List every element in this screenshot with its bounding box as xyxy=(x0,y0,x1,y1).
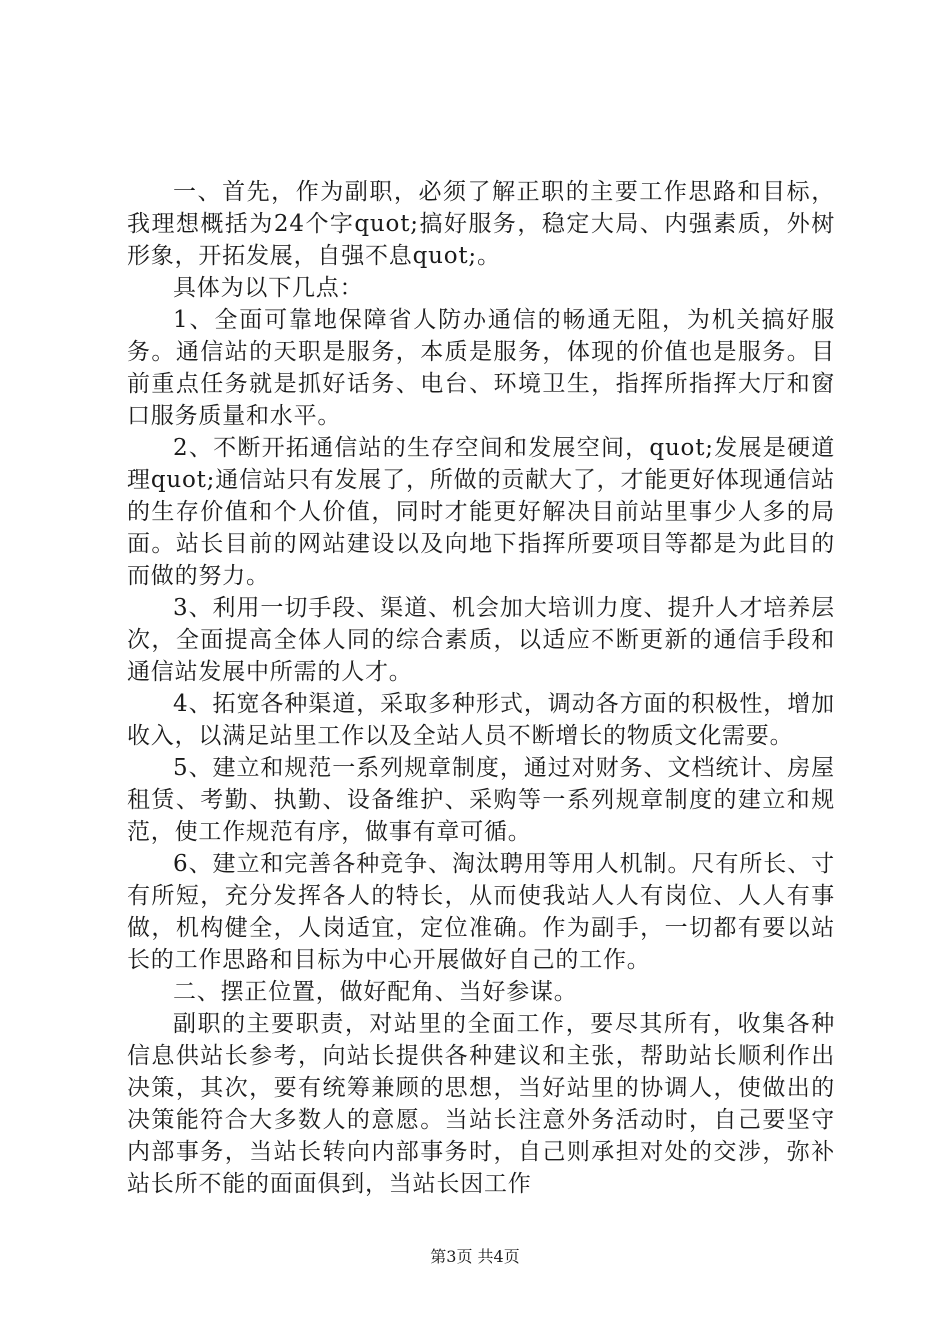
paragraph: 4、拓宽各种渠道，采取多种形式，调动各方面的积极性，增加收入，以满足站里工作以及全站人员不断增长的物质文化需要。 xyxy=(127,691,835,749)
paragraph: 3、利用一切手段、渠道、机会加大培训力度、提升人才培养层次，全面提高全体人同的综合素质，以适应不断更新的通信手段和通信站发展中所需的人才。 xyxy=(127,595,835,685)
paragraph: 二、摆正位置，做好配角、当好参谋。 xyxy=(173,979,578,1005)
paragraph: 一、首先，作为副职，必须了解正职的主要工作思路和目标，我理想概括为24个字quot;搞好服务，稳定大局、内强素质，外树形象，开拓发展，自强不息quot;。 xyxy=(127,179,835,269)
paragraph: 6、建立和完善各种竞争、淘汰聘用等用人机制。尺有所长、寸有所短，充分发挥各人的特长，从而使我站人人有岗位、人人有事做，机构健全，人岗适宜，定位准确。作为副手，一切都有要以站长的工作思路和目标为中心开展做好自己的工作。 xyxy=(127,851,835,973)
paragraph: 2、不断开拓通信站的生存空间和发展空间，quot;发展是硬道理quot;通信站只有发展了，所做的贡献大了，才能更好体现通信站的生存价值和个人价值，同时才能更好解决目前站里事少人多的局面。站长目前的网站建设以及向地下指挥所要项目等都是为此目的而做的努力。 xyxy=(127,435,835,589)
document-body xyxy=(127,176,835,1200)
page-footer: 第3页 共4页 xyxy=(430,1247,520,1266)
paragraph: 副职的主要职责，对站里的全面工作，要尽其所有，收集各种信息供站长参考，向站长提供各种建议和主张，帮助站长顺利作出决策，其次，要有统筹兼顾的思想，当好站里的协调人，使做出的决策能符合大多数人的意愿。当站长注意外务活动时，自己要坚守内部事务，当站长转向内部事务时，自己则承担对处的交涉，弥补站长所不能的面面俱到，当站长因工作 xyxy=(127,1011,835,1197)
paragraph: 具体为以下几点： xyxy=(173,275,364,301)
paragraph: 5、建立和规范一系列规章制度，通过对财务、文档统计、房屋租赁、考勤、执勤、设备维护、采购等一系列规章制度的建立和规范，使工作规范有序，做事有章可循。 xyxy=(127,755,835,845)
paragraph: 1、全面可靠地保障省人防办通信的畅通无阻，为机关搞好服务。通信站的天职是服务，本质是服务，体现的价值也是服务。目前重点任务就是抓好话务、电台、环境卫生，指挥所指挥大厅和窗口服务质量和水平。 xyxy=(127,307,835,429)
